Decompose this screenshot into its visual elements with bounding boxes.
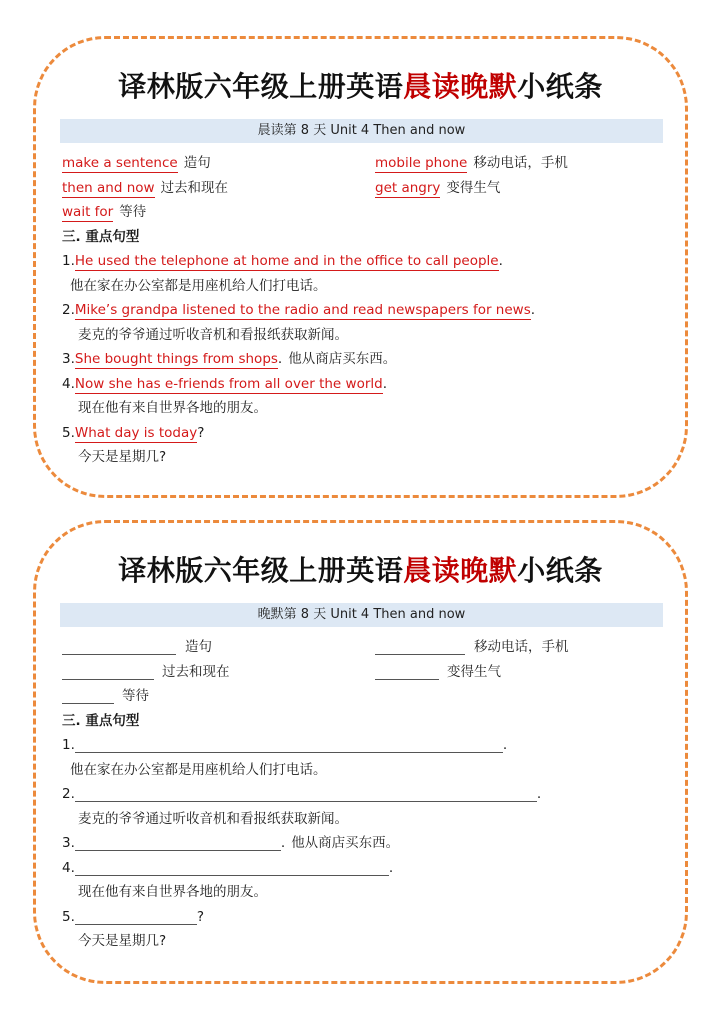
phrase-item — [375, 176, 500, 200]
sentence-row — [62, 347, 665, 372]
sentence-number: 4. — [62, 375, 75, 392]
phrase-en: get angry — [375, 179, 441, 196]
sentence-en: Mike’s grandpa listened to the radio and read newspapers for news — [74, 302, 531, 318]
phrase-row — [62, 200, 665, 225]
answer-blank[interactable] — [75, 785, 537, 802]
sentence-en: He used the telephone at home and in the office to call people — [74, 253, 499, 269]
sentence-translation: 麦克的爷爷通过听收音机和看报纸获取新闻。 — [78, 810, 348, 827]
sentence-number: 2. — [62, 302, 75, 318]
sentence-punct: . — [536, 786, 542, 802]
answer-blank[interactable] — [62, 687, 114, 704]
phrase-cn: 等待 — [119, 204, 147, 220]
day-unit-header: 晨读第 8 天 Unit 4 Then and now — [60, 119, 663, 143]
answer-blank[interactable] — [62, 638, 176, 655]
title-text: 译林版六年级上册英语 — [118, 70, 404, 103]
sentence-punct: . — [530, 302, 536, 318]
day-unit-header: 晚默第 8 天 Unit 4 Then and now — [60, 603, 663, 627]
phrase-item — [375, 151, 568, 175]
phrase-row — [62, 684, 665, 709]
sentence-row — [62, 856, 665, 881]
sentence-row — [62, 733, 665, 758]
phrase-en: mobile phone — [375, 155, 468, 171]
sentence-row — [62, 249, 665, 274]
answer-blank[interactable] — [62, 663, 154, 680]
sentence-translation: 现在他有来自世界各地的朋友。 — [78, 400, 267, 416]
sentence-en: She bought things from shops — [74, 351, 278, 367]
sentence-translation: 麦克的爷爷通过听收音机和看报纸获取新闻。 — [78, 326, 348, 343]
phrase-item — [62, 688, 149, 704]
answer-blank[interactable] — [75, 908, 197, 925]
title-highlight: 晨读晚默 — [403, 70, 518, 103]
answer-blank[interactable] — [375, 638, 465, 655]
card-title — [36, 65, 685, 105]
sentence-row — [62, 905, 665, 930]
phrase-cn: 变得生气 — [446, 179, 501, 196]
phrase-en: make a sentence — [62, 155, 178, 171]
sentence-en: Now she has e-friends from all over the world — [74, 375, 383, 392]
phrase-cn: 过去和现在 — [162, 663, 230, 680]
phrase-item — [62, 155, 211, 171]
sentence-number: 1. — [62, 253, 75, 269]
phrase-item — [62, 180, 228, 196]
phrase-cn: 等待 — [122, 688, 149, 704]
title-highlight: 晨读晚默 — [403, 554, 518, 587]
phrase-en: then and now — [62, 179, 155, 196]
sentence-translation: 他在家在办公室都是用座机给人们打电话。 — [70, 277, 327, 294]
phrase-item — [375, 660, 501, 684]
sentence-number: 5. — [62, 908, 75, 925]
sentence-row — [62, 372, 665, 397]
phrase-item — [375, 635, 569, 659]
sentence-translation: 他从商店买东西。 — [291, 835, 400, 851]
morning-reading-card — [33, 36, 688, 498]
sentence-number: 3. — [62, 351, 75, 367]
card-body — [62, 635, 665, 954]
sentence-punct: . — [498, 253, 503, 269]
phrase-row — [62, 660, 665, 685]
section-heading: 三. 重点句型 — [62, 712, 140, 729]
sentence-punct: . — [388, 859, 394, 876]
section-heading: 三. 重点句型 — [62, 228, 140, 245]
sentence-number: 1. — [62, 737, 75, 753]
sentence-punct: . — [277, 351, 283, 367]
phrase-cn: 过去和现在 — [160, 179, 229, 196]
sentence-number: 4. — [62, 859, 75, 876]
sentence-en: What day is today — [74, 424, 198, 441]
sentence-punct: . — [280, 835, 286, 851]
card-title — [36, 549, 685, 589]
sentence-translation: 现在他有来自世界各地的朋友。 — [78, 884, 267, 900]
phrase-cn: 造句 — [183, 155, 211, 171]
phrase-item — [62, 664, 230, 680]
phrase-item — [62, 639, 212, 655]
sentence-translation: 今天是星期几? — [78, 449, 167, 465]
sentence-number: 5. — [62, 424, 75, 441]
sentence-row — [62, 421, 665, 446]
evening-dictation-card — [33, 520, 688, 984]
title-text: 译林版六年级上册英语 — [118, 554, 404, 587]
sentence-translation: 今天是星期几? — [78, 933, 167, 949]
sentence-punct: ? — [196, 908, 205, 925]
sentence-row — [62, 782, 665, 807]
phrase-cn: 变得生气 — [447, 663, 501, 680]
sentence-translation: 他从商店买东西。 — [288, 351, 397, 367]
title-text-end: 小纸条 — [517, 554, 603, 587]
phrase-cn: 造句 — [185, 639, 212, 655]
sentence-row — [62, 298, 665, 323]
sentence-punct: . — [502, 737, 508, 753]
phrase-row — [62, 176, 665, 201]
phrase-item — [62, 204, 146, 220]
phrase-cn: 移动电话，手机 — [474, 639, 569, 655]
sentence-row — [62, 831, 665, 856]
phrase-row — [62, 151, 665, 176]
phrase-en: wait for — [62, 204, 114, 220]
phrase-cn: 移动电话，手机 — [473, 155, 568, 171]
answer-blank[interactable] — [75, 736, 503, 753]
answer-blank[interactable] — [75, 834, 281, 851]
sentence-punct: . — [382, 375, 387, 392]
sentence-punct: ? — [197, 424, 205, 441]
title-text-end: 小纸条 — [517, 70, 603, 103]
answer-blank[interactable] — [75, 859, 389, 876]
sentence-translation: 他在家在办公室都是用座机给人们打电话。 — [70, 761, 327, 778]
sentence-number: 3. — [62, 835, 75, 851]
sentence-number: 2. — [62, 786, 75, 802]
answer-blank[interactable] — [375, 663, 439, 680]
card-body — [62, 151, 665, 470]
phrase-row — [62, 635, 665, 660]
